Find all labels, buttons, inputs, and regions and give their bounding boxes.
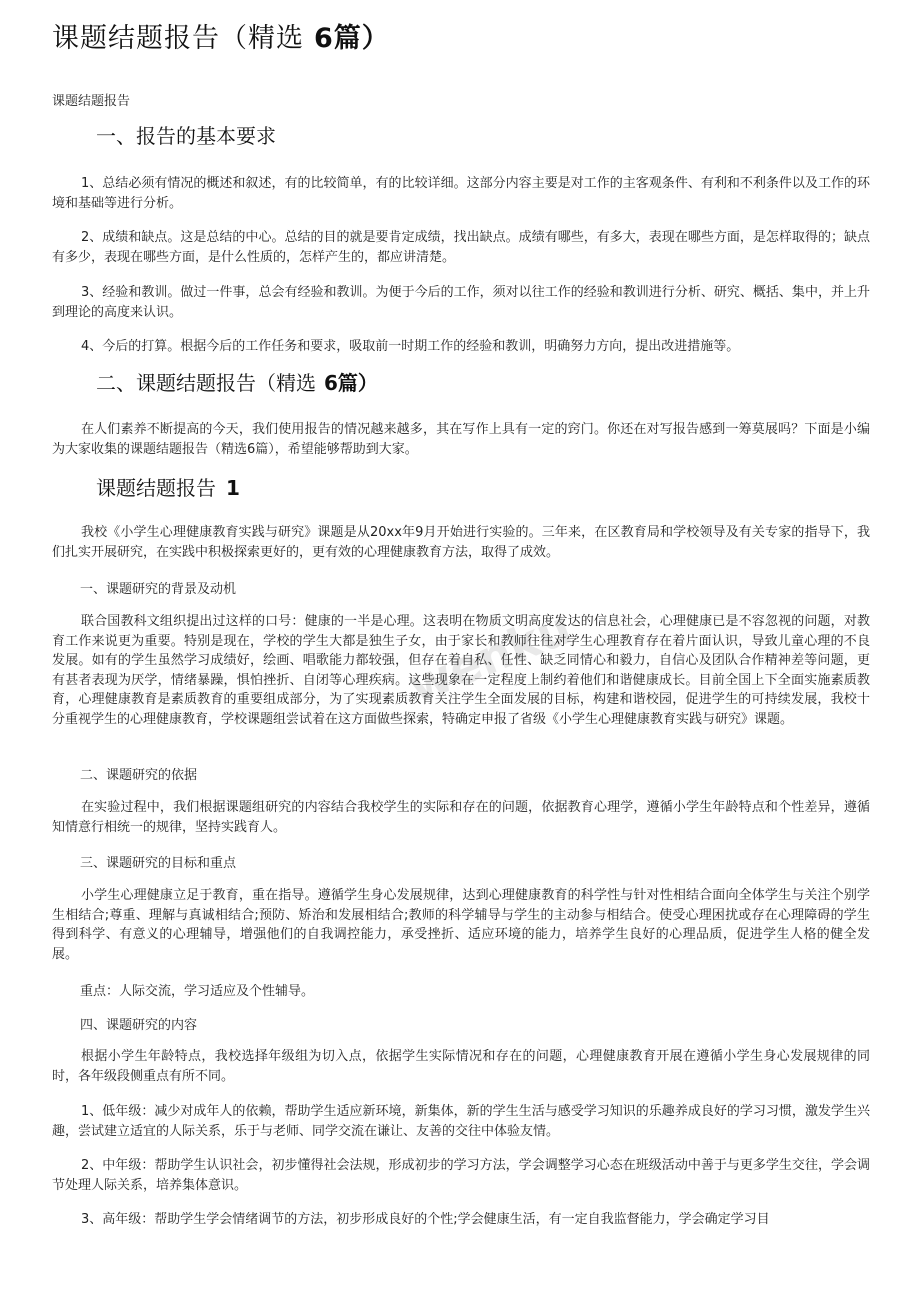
watermark: wenku [401,600,579,714]
section-1-paragraph-1: 1、总结必须有情况的概述和叙述，有的比较简单，有的比较详细。这部分内容主要是对工作的主客观条件、有利和不利条件以及工作的环境和基础等进行分析。 [52,176,870,211]
article-1-title-number: 1 [226,476,240,500]
article-1-paragraph-4: 根据小学生年龄特点，我校选择年级组为切入点，依据学生实际情况和存在的问题，心理健康教育开展在遵循小学生身心发展规律的同时，各年级段侧重点有所不同。 [52,1049,870,1084]
document-title [52,16,390,55]
document-subtitle: 课题结题报告 [52,94,131,109]
article-1-intro: 我校《小学生心理健康教育实践与研究》课题是从20xx年9月开始进行实验的。三年来，在区教育局和学校领导及有关专家的指导下，我们扎实开展研究，在实践中积极探索更好的，更有效的心理健康教育方法，取得了成效。 [52,525,870,560]
article-1-title [96,472,240,501]
section-2-intro: 在人们素养不断提高的今天，我们使用报告的情况越来越多，其在写作上具有一定的窍门。你还在对写报告感到一筹莫展吗？下面是小编为大家收集的课题结题报告（精选6篇），希望能够帮助到大家。 [52,422,870,457]
article-1-paragraph-3: 小学生心理健康立足于教育，重在指导。遵循学生身心发展规律，达到心理健康教育的科学性与针对性相结合面向全体学生与关注个别学生相结合;尊重、理解与真诚相结合;预防、矫治和发展相结合;教师的科学辅导与学生的主动参与相结合。使受心理困扰或存在心理障碍的学生得到科学、有意义的心理辅导，增强他们的自我调控能力，承受挫折、适应环境的能力，培养学生良好的心理品质，促进学生人格的健全发展。 [52,888,870,962]
article-1-heading-1: 一、课题研究的背景及动机 [80,582,237,597]
article-1-grade-low: 1、低年级：减少对成年人的依赖，帮助学生适应新环境，新集体，新的学生生活与感受学习知识的乐趣养成良好的学习习惯，激发学生兴趣，尝试建立适宜的人际关系，乐于与老师、同学交流在谦让、友善的交往中体验友情。 [52,1104,870,1139]
section-1-paragraph-2: 2、成绩和缺点。这是总结的中心。总结的目的就是要肯定成绩，找出缺点。成绩有哪些，有多大，表现在哪些方面，是怎样取得的；缺点有多少，表现在哪些方面，是什么性质的，怎样产生的，都应讲清楚。 [52,230,870,265]
section-2-title [96,367,378,396]
article-1-grade-middle: 2、中年级：帮助学生认识社会，初步懂得社会法规，形成初步的学习方法，学会调整学习心态在班级活动中善于与更多学生交往，学会调节处理人际关系，培养集体意识。 [52,1158,870,1193]
article-1-focus: 重点：人际交流，学习适应及个性辅导。 [80,984,315,999]
document-title-count: 6篇） [314,23,390,54]
article-1-title-text: 课题结题报告 [96,476,216,500]
section-1-title: 一、报告的基本要求 [96,124,276,148]
article-1-grade-high: 3、高年级：帮助学生学会情绪调节的方法，初步形成良好的个性;学会健康生活，有一定自我监督能力，学会确定学习目 [81,1212,770,1227]
section-1-paragraph-3: 3、经验和教训。做过一件事，总会有经验和教训。为便于今后的工作，须对以往工作的经验和教训进行分析、研究、概括、集中，并上升到理论的高度来认识。 [52,285,870,320]
article-1-heading-2: 二、课题研究的依据 [80,768,198,783]
article-1-heading-4: 四、课题研究的内容 [80,1018,198,1033]
document-title-text: 课题结题报告（精选 [52,23,304,54]
section-1-paragraph-4: 4、今后的打算。根据今后的工作任务和要求，吸取前一时期工作的经验和教训，明确努力方向，提出改进措施等。 [81,339,740,354]
section-2-title-count: 6篇） [324,371,378,395]
article-1-paragraph-1: 联合国教科文组织提出过这样的口号：健康的一半是心理。这表明在物质文明高度发达的信息社会，心理健康已是不容忽视的问题，对教育工作来说更为重要。特别是现在，学校的学生大都是独生子女，由于家长和教师往往对学生心理教育存在着片面认识，导致儿童心理的不良发展。如有的学生虽然学习成绩好，绘画、唱歌能力都较强，但存在着自私、任性、缺乏同情心和毅力，自信心及团队合作精神差等问题，更有甚者表现为厌学，情绪暴躁，惧怕挫折、自闭等心理疾病。这些现象在一定程度上制约着他们和谐健康成长。目前全国上下全面实施素质教育，心理健康教育是素质教育的重要组成部分，为了实现素质教育关注学生全面发展的目标，构建和谐校园，促进学生的可持续发展，我校十分重视学生的心理健康教育，学校课题组尝试着在这方面做些探索，特确定申报了省级《小学生心理健康教育实践与研究》课题。 [52,614,870,727]
section-2-title-text: 二、课题结题报告（精选 [96,371,316,395]
article-1-heading-3: 三、课题研究的目标和重点 [80,856,237,871]
article-1-paragraph-2: 在实验过程中，我们根据课题组研究的内容结合我校学生的实际和存在的问题，依据教育心理学，遵循小学生年龄特点和个性差异，遵循知情意行相统一的规律，坚持实践育人。 [52,800,870,835]
